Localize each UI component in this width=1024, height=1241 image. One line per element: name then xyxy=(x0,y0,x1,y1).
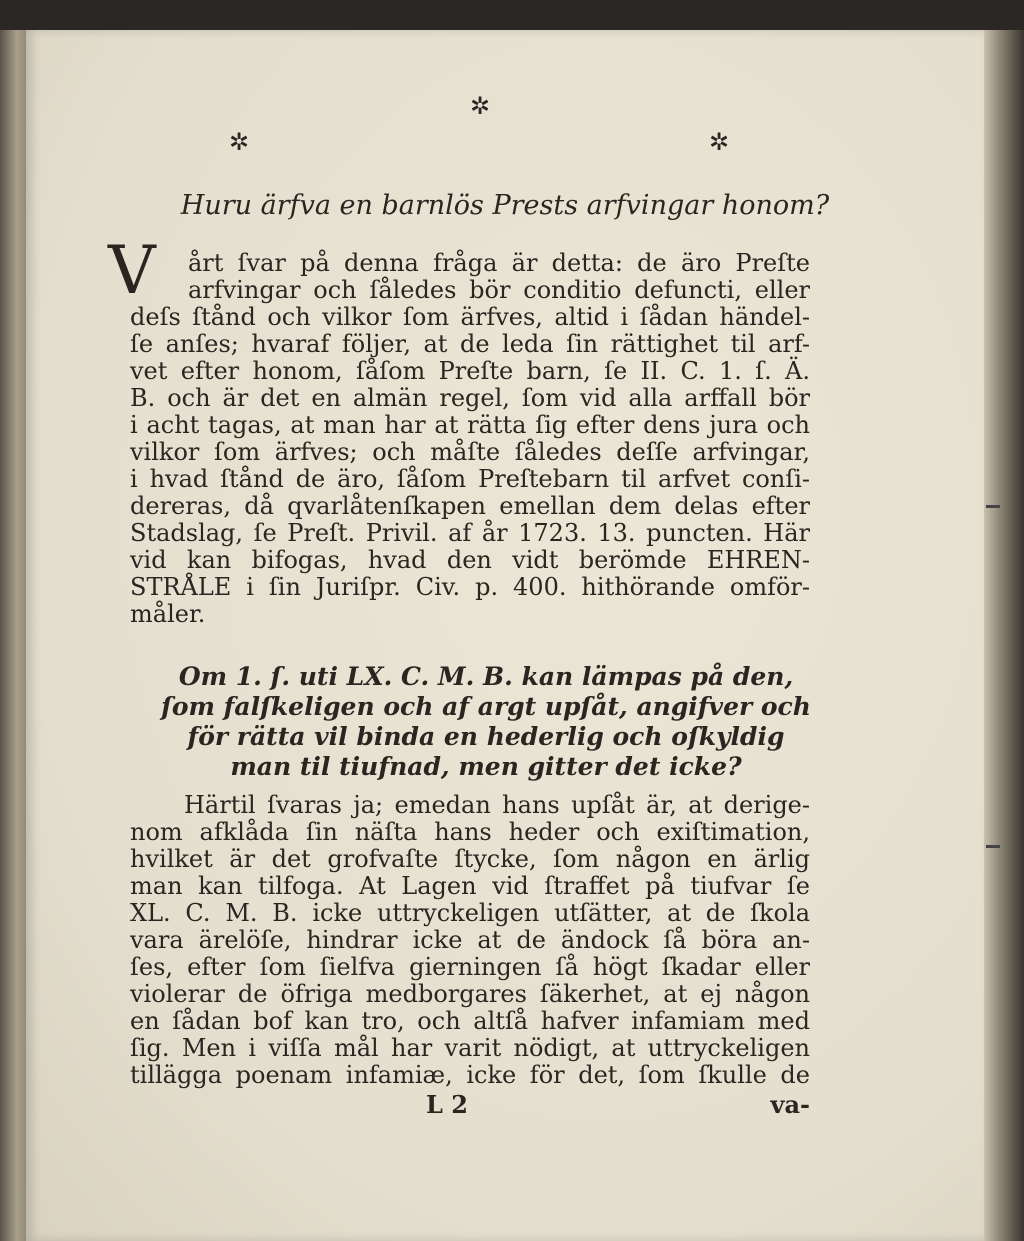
text-line: dereras, då qvarlåtenſkapen emellan dem delas efter xyxy=(130,492,810,520)
ornament-star-icon: ✲ xyxy=(470,92,491,120)
book-edge-right xyxy=(984,30,1024,1241)
text-line: ſig. Men i viſſa mål har varit nödigt, at uttryckeligen xyxy=(130,1034,810,1062)
text-line: hvilket är det grofvaſte ſtycke, ſom någon en ärlig xyxy=(130,845,810,873)
text-line: violerar de öfriga medborgares ſäkerhet, at ej någon xyxy=(130,980,810,1008)
text-line: XL. C. M. B. icke uttryckeligen utſätter, at de ſkola xyxy=(130,899,810,927)
text-line: vilkor ſom ärfves; och måſte ſåledes deſſe arfvingar, xyxy=(130,438,810,466)
paragraph-2 xyxy=(130,792,810,1089)
text-line: Härtil ſvaras ja; emedan hans upſåt är, at derige- xyxy=(184,791,810,819)
heading-line: Om 1. ſ. uti LX. C. M. B. kan lämpas på den, xyxy=(178,662,794,691)
heading-line: man til tiufnad, men gitter det icke? xyxy=(230,752,742,781)
text-line: vara ärelöſe, hindrar icke at de ändock ſå böra an- xyxy=(130,926,810,954)
text-line: STRÅLE i ſin Juriſpr. Civ. p. 400. hithörande omför- xyxy=(130,573,810,601)
text-line: man kan tilfoga. At Lagen vid ſtraffet på tiufvar ſe xyxy=(130,872,810,900)
ornament-star-icon: ✲ xyxy=(709,128,730,156)
text-line: vet efter honom, ſåſom Preſte barn, ſe II. C. 1. ſ. Ä. xyxy=(130,357,810,385)
paragraph-1 xyxy=(130,250,810,628)
text-line: en ſådan bof kan tro, och altſå hafver infamiam med xyxy=(130,1007,810,1035)
section-heading xyxy=(126,662,846,782)
text-line: tillägga poenam infamiæ, icke för det, ſom ſkulle de xyxy=(130,1061,810,1089)
text-line: nom afklåda ſin näſta hans heder och exiſtimation, xyxy=(130,818,810,846)
catchword: va- xyxy=(770,1090,810,1119)
text-line: arfvingar och ſåledes bör conditio defuncti, eller xyxy=(188,276,810,304)
book-gutter-left xyxy=(0,30,28,1241)
page-title: Huru ärfva en barnlös Prests arfvingar honom? xyxy=(180,190,830,221)
text-line: måler. xyxy=(130,600,206,628)
book-page xyxy=(26,30,984,1241)
ornament-star-icon: ✲ xyxy=(229,128,250,156)
drop-cap: V xyxy=(108,232,156,309)
heading-line: för rätta vil binda en hederlig och oſkyldig xyxy=(187,722,785,751)
text-line: årt ſvar på denna fråga är detta: de äro Preſte xyxy=(188,249,810,277)
edge-mark xyxy=(986,845,1000,848)
text-line: ſes, efter ſom ſielfva gierningen ſå högt ſkadar eller xyxy=(130,953,810,981)
text-line: i acht tagas, at man har at rätta ſig efter dens jura och xyxy=(130,411,810,439)
text-line: B. och är det en almän regel, ſom vid alla arffall bör xyxy=(130,384,810,412)
text-line: deſs ſtånd och vilkor ſom ärfves, altid i ſådan händel- xyxy=(130,303,810,331)
text-line: i hvad ſtånd de äro, ſåſom Preſtebarn til arfvet conſi- xyxy=(130,465,810,493)
edge-mark xyxy=(986,505,1000,508)
text-line: Stadslag, ſe Preſt. Privil. af år 1723. 13. puncten. Här xyxy=(130,519,810,547)
text-line: ſe anſes; hvaraf följer, at de leda ſin rättighet til arf- xyxy=(130,330,810,358)
signature-mark: L 2 xyxy=(426,1090,468,1119)
text-line: vid kan bifogas, hvad den vidt berömde EHREN- xyxy=(130,546,810,574)
heading-line: ſom falſkeligen och af argt upſåt, angifver och xyxy=(161,692,811,721)
